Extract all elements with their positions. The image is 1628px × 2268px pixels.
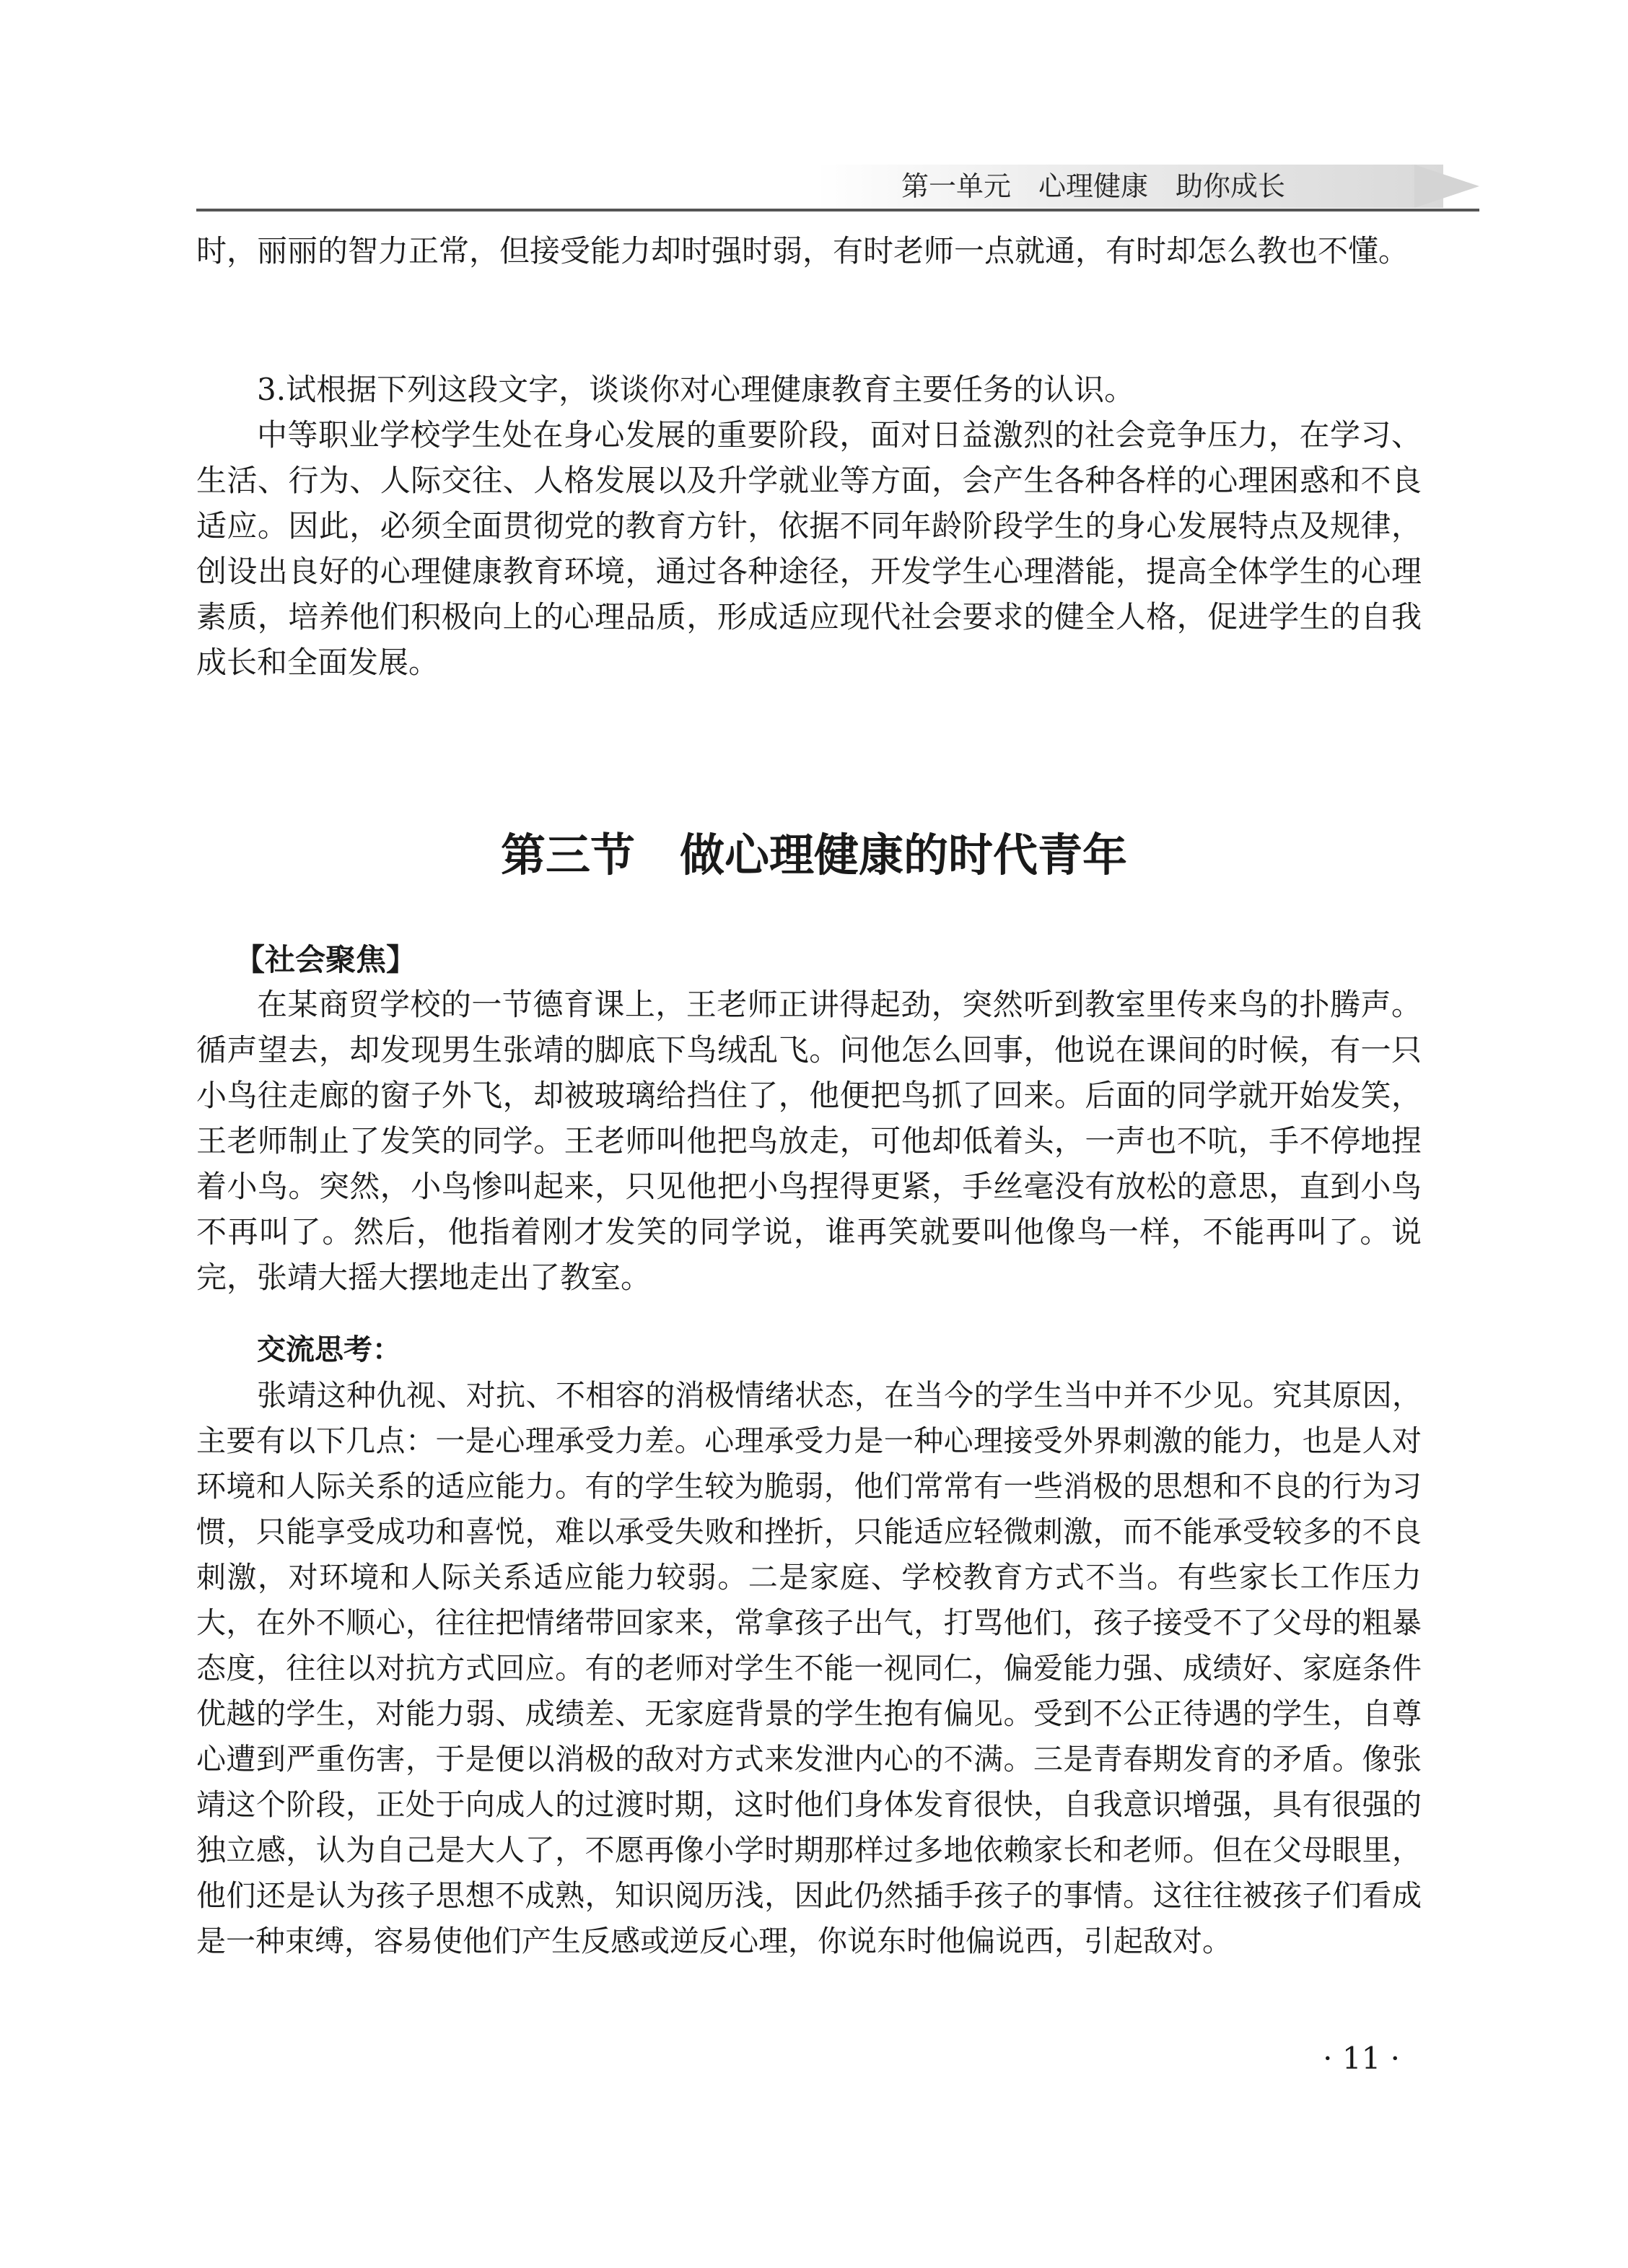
analysis-paragraph: 张靖这种仇视、对抗、不相容的消极情绪状态，在当今的学生当中并不少见。究其原因，主要有以下几点：一是心理承受力差。心理承受力是一种心理接受外界刺激的能力，也是人对环境和人际关系的适应能力。有的学生较为脆弱，他们常常有一些消极的思想和不良的行为习惯，只能享受成功和喜悦，难以承受失败和挫折，只能适应轻微刺激，而不能承受较多的不良刺激，对环境和人际关系适应能力较弱。二是家庭、学校教育方式不当。有些家长工作压力大，在外不顺心，往往把情绪带回家来，常拿孩子出气，打骂他们，孩子接受不了父母的粗暴态度，往往以对抗方式回应。有的老师对学生不能一视同仁，偏爱能力强、成绩好、家庭条件优越的学生，对能力弱、成绩差、无家庭背景的学生抱有偏见。受到不公正待遇的学生，自尊心遭到严重伤害，于是便以消极的敌对方式来发泄内心的不满。三是青春期发育的矛盾。像张靖这个阶段，正处于向成人的过渡时期，这时他们身体发育很快，自我意识增强，具有很强的独立感，认为自己是大人了，不愿再像小学时期那样过多地依赖家长和老师。但在父母眼里，他们还是认为孩子思想不成熟，知识阅历浅，因此仍然插手孩子的事情。这往往被孩子们看成是一种束缚，容易使他们产生反感或逆反心理，你说东时他偏说西，引起敌对。 xyxy=(196,1378,1422,1958)
story-paragraph: 在某商贸学校的一节德育课上，王老师正讲得起劲，突然听到教室里传来鸟的扑腾声。循声望去，却发现男生张靖的脚底下鸟绒乱飞。问他怎么回事，他说在课间的时候，有一只小鸟往走廊的窗子外飞，却被玻璃给挡住了，他便把鸟抓了回来。后面的同学就开始发笑，王老师制止了发笑的同学。王老师叫他把鸟放走，可他却低着头，一声也不吭，手不停地捏着小鸟。突然，小鸟惨叫起来，只见他把小鸟捏得更紧，手丝毫没有放松的意思，直到小鸟不再叫了。然后，他指着刚才发笑的同学说，谁再笑就要叫他像鸟一样，不能再叫了。说完，张靖大摇大摆地走出了教室。 xyxy=(196,987,1422,1295)
section-title: 第三节 做心理健康的时代青年 xyxy=(500,829,1127,881)
running-header-title: 第一单元 心理健康 助你成长 xyxy=(901,170,1285,202)
header-band-tail xyxy=(1414,165,1479,208)
question-3-title: 3.试根据下列这段文字，谈谈你对心理健康教育主要任务的认识。 xyxy=(257,372,1135,407)
page-number: · 11 · xyxy=(1323,2041,1400,2076)
social-focus-label: 【社会聚焦】 xyxy=(235,942,417,977)
discussion-label: 交流思考： xyxy=(257,1333,401,1366)
question-3-text: 中等职业学校学生处在身心发展的重要阶段，面对日益激烈的社会竞争压力，在学习、生活、行为、人际交往、人格发展以及升学就业等方面，会产生各种各样的心理困惑和不良适应。因此，必须全面贯彻党的教育方针，依据不同年龄阶段学生的身心发展特点及规律，创设出良好的心理健康教育环境，通过各种途径，开发学生心理潜能，提高全体学生的心理素质，培养他们积极向上的心理品质，形成适应现代社会要求的健全人格，促进学生的自我成长和全面发展。 xyxy=(196,417,1422,680)
header-rule xyxy=(196,209,1479,211)
carryover-paragraph: 时，丽丽的智力正常，但接受能力却时强时弱，有时老师一点就通，有时却怎么教也不懂。 xyxy=(196,233,1409,269)
